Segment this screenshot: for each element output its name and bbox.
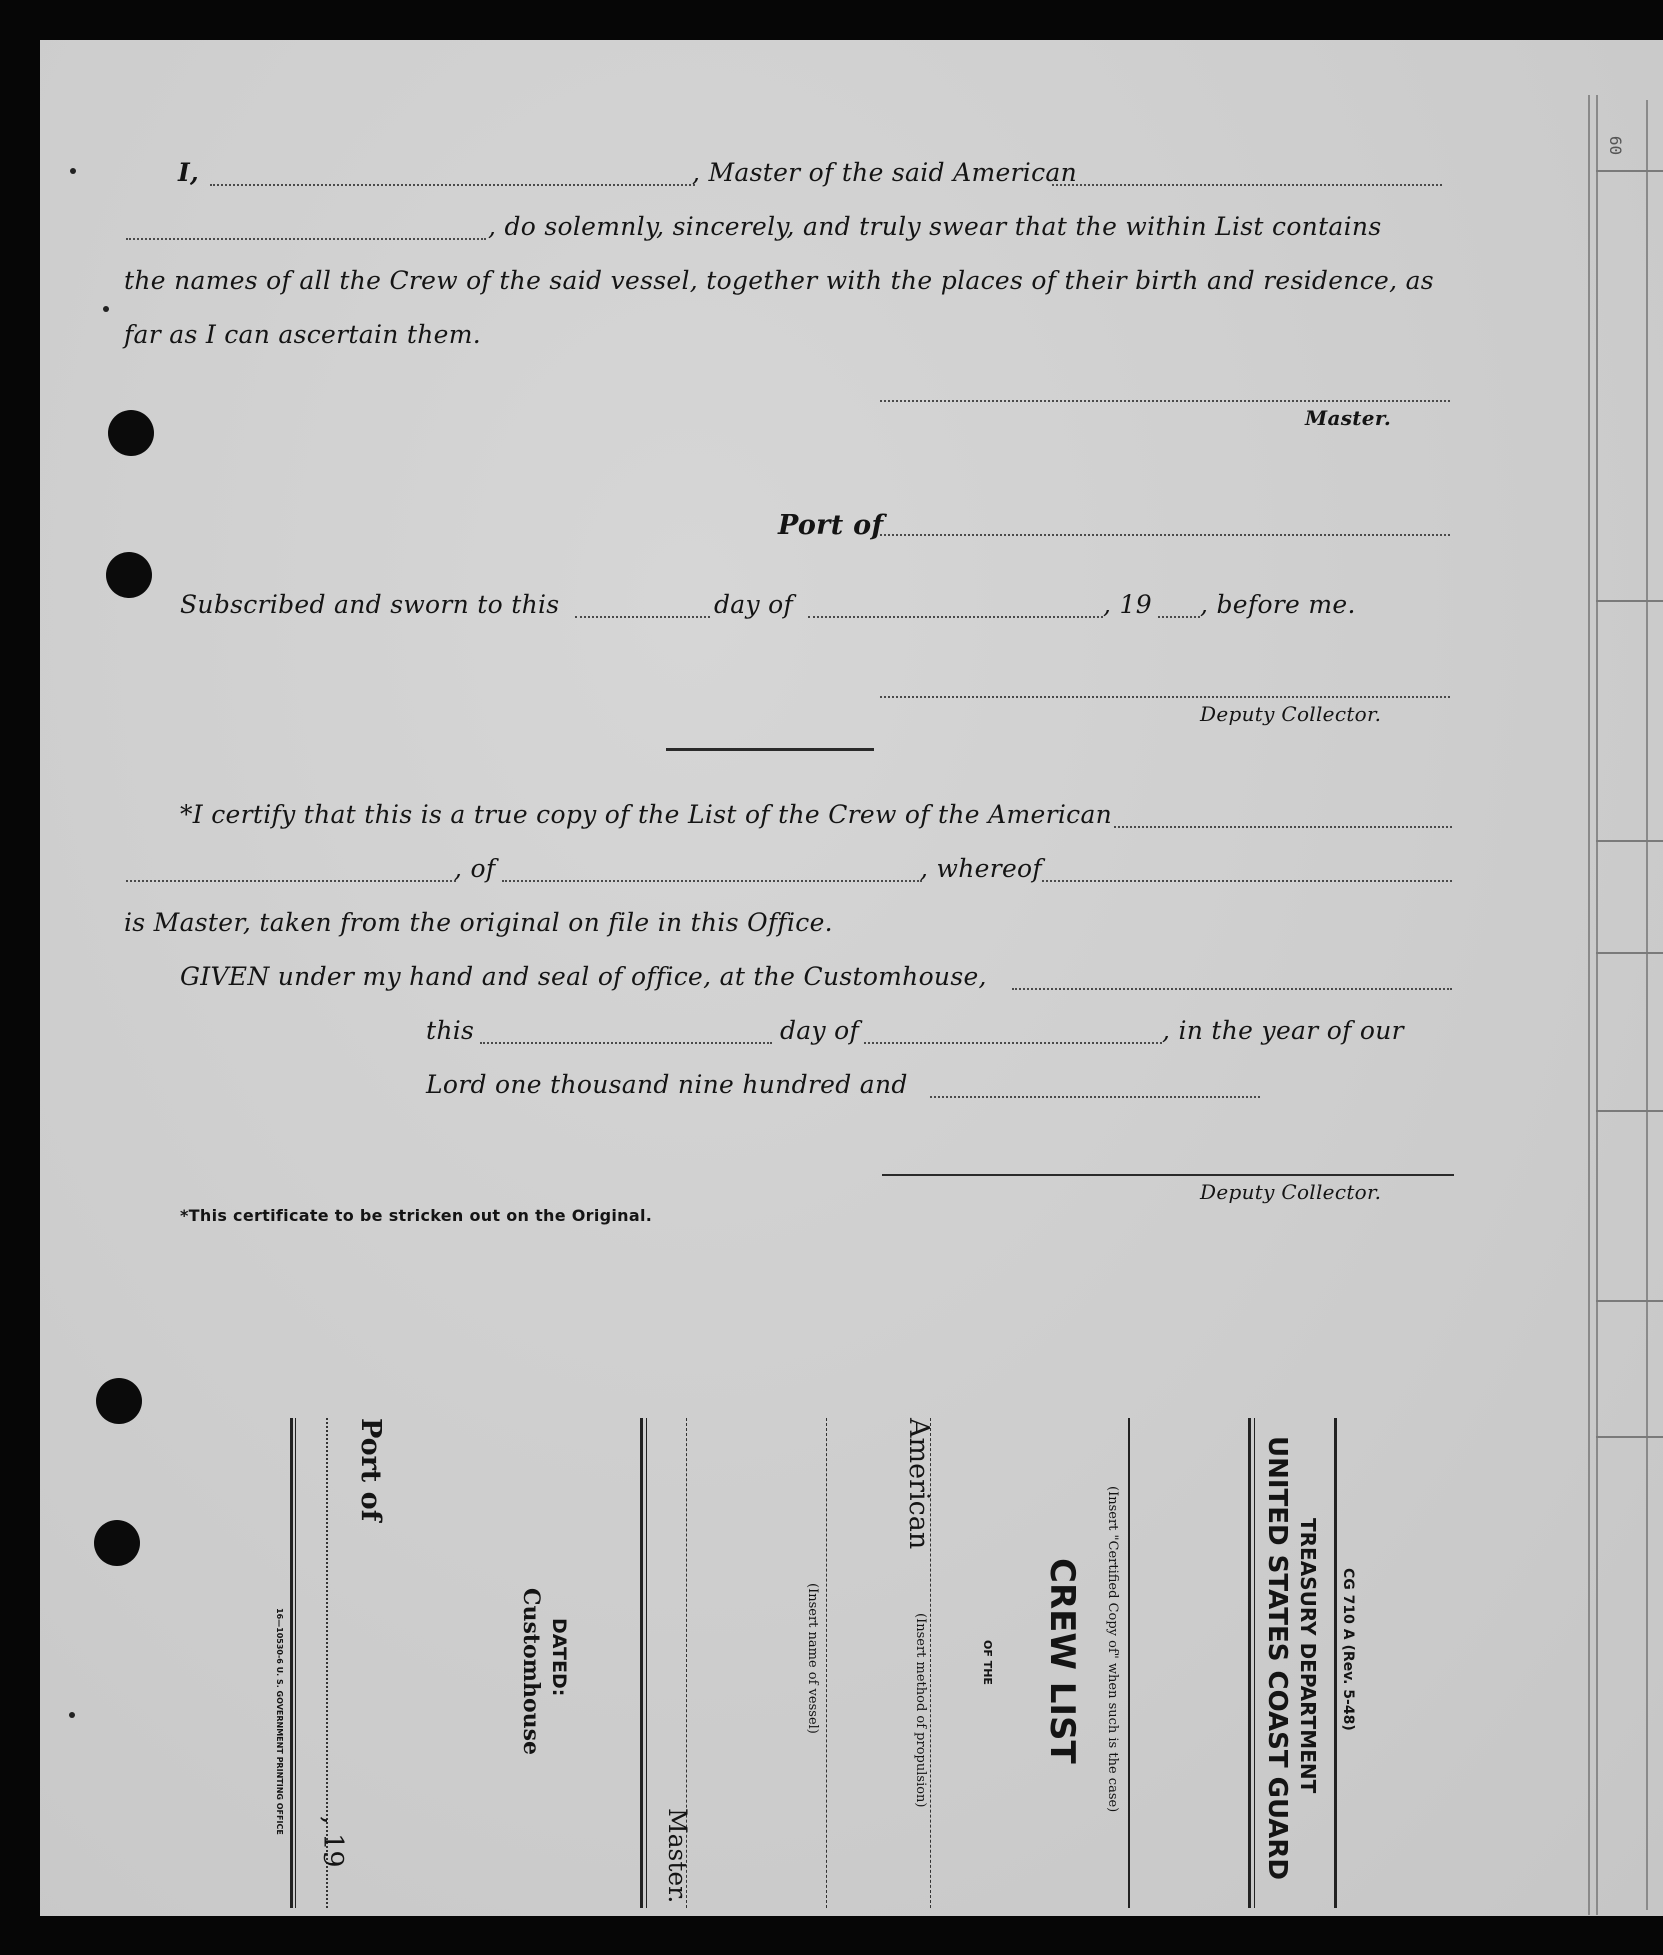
edge-row-line bbox=[1596, 600, 1663, 602]
customhouse-label: Customhouse bbox=[518, 1588, 544, 1756]
edge-row-line bbox=[1596, 170, 1663, 172]
certify-vessel-blank[interactable] bbox=[1114, 826, 1452, 828]
port-label: Port of bbox=[778, 510, 884, 541]
oath-line1-start: I, bbox=[178, 158, 199, 187]
subscribed-day-of: day of bbox=[714, 590, 794, 619]
form-number: CG 710 A (Rev. 5-48) bbox=[1340, 1568, 1356, 1731]
speck bbox=[69, 1712, 75, 1718]
panel-rule bbox=[1128, 1418, 1130, 1908]
department: TREASURY DEPARTMENT bbox=[1296, 1518, 1320, 1794]
edge-border bbox=[1588, 95, 1590, 1915]
speck bbox=[103, 306, 109, 312]
edge-row-line bbox=[1596, 1436, 1663, 1438]
dated-label: DATED: bbox=[548, 1618, 570, 1697]
edge-column bbox=[1646, 100, 1648, 1910]
subscribed-year-blank[interactable] bbox=[1158, 616, 1200, 618]
certify-month-blank[interactable] bbox=[864, 1042, 1162, 1044]
deputy-signature-line-1[interactable] bbox=[880, 696, 1450, 698]
certify-name-blank[interactable] bbox=[126, 880, 456, 882]
oath-line2: , do solemnly, sincerely, and truly swear that the within List contains bbox=[488, 212, 1382, 241]
certify-year-blank[interactable] bbox=[930, 1096, 1260, 1098]
master-label: Master. bbox=[1305, 406, 1392, 430]
edge-number: 60 bbox=[1606, 135, 1626, 156]
panel-rule bbox=[640, 1418, 643, 1908]
edge-row-line bbox=[1596, 952, 1663, 954]
certify-of-blank[interactable] bbox=[502, 880, 922, 882]
certify-given: GIVEN under my hand and seal of office, at the Customhouse, bbox=[180, 962, 987, 991]
subscribed-day-blank[interactable] bbox=[575, 616, 710, 618]
crew-list-title: CREW LIST bbox=[1042, 1558, 1082, 1764]
certify-of: , of bbox=[454, 854, 496, 883]
master-signature-line[interactable] bbox=[880, 400, 1450, 402]
panel-rule bbox=[646, 1418, 647, 1908]
deputy-collector-label-2: Deputy Collector. bbox=[1200, 1180, 1382, 1204]
vessel-type-blank[interactable] bbox=[1052, 184, 1442, 186]
subscribed-month-blank[interactable] bbox=[808, 616, 1103, 618]
back-cover-panel bbox=[275, 1418, 1380, 1908]
master-rotated: Master. bbox=[663, 1808, 692, 1904]
american-label: American bbox=[903, 1418, 934, 1550]
oath-line3: the names of all the Crew of the said vessel, together with the places of their birth and residence, as bbox=[124, 266, 1434, 295]
section-divider bbox=[666, 748, 874, 751]
edge-row-line bbox=[1596, 1300, 1663, 1302]
panel-rule bbox=[290, 1418, 293, 1908]
certify-day-blank[interactable] bbox=[480, 1042, 772, 1044]
certified-note: (Insert "Certified Copy of" when such is the case) bbox=[1105, 1486, 1120, 1813]
edge-row-line bbox=[1596, 840, 1663, 842]
panel-rule bbox=[826, 1418, 827, 1908]
oath-line1-mid: , Master of the said American bbox=[692, 158, 1077, 187]
punch-hole bbox=[106, 552, 152, 598]
vessel-note: (Insert name of vessel) bbox=[805, 1583, 820, 1734]
speck bbox=[70, 168, 76, 174]
panel-rule bbox=[1248, 1418, 1251, 1908]
footnote: *This certificate to be stricken out on the Original. bbox=[180, 1206, 653, 1225]
printer-line: 16—10530-6 U. S. GOVERNMENT PRINTING OFFICE bbox=[275, 1608, 284, 1835]
panel-rule bbox=[1334, 1418, 1337, 1908]
certify-lord: Lord one thousand nine hundred and bbox=[426, 1070, 908, 1099]
punch-hole bbox=[108, 410, 154, 456]
propulsion-note: (Insert method of propulsion) bbox=[913, 1613, 928, 1808]
certify-day-of: day of bbox=[780, 1016, 860, 1045]
subscribed-end: , before me. bbox=[1200, 590, 1356, 619]
panel-rule bbox=[1254, 1418, 1255, 1908]
agency: UNITED STATES COAST GUARD bbox=[1262, 1436, 1292, 1880]
subscribed-start: Subscribed and sworn to this bbox=[180, 590, 560, 619]
deputy-collector-label-1: Deputy Collector. bbox=[1200, 702, 1382, 726]
deputy-signature-line-2[interactable] bbox=[882, 1174, 1454, 1176]
subscribed-year: , 19 bbox=[1103, 590, 1152, 619]
certify-whereof-blank[interactable] bbox=[1042, 880, 1452, 882]
certify-whereof: , whereof bbox=[920, 854, 1042, 883]
certify-this: this bbox=[426, 1016, 475, 1045]
port-blank[interactable] bbox=[880, 534, 1450, 536]
document-page bbox=[40, 40, 1663, 1916]
edge-row-line bbox=[1596, 1110, 1663, 1112]
edge-border bbox=[1596, 95, 1598, 1915]
certify-line3: is Master, taken from the original on file in this Office. bbox=[124, 908, 833, 937]
customhouse-blank[interactable] bbox=[1012, 988, 1452, 990]
year-rotated: , 19 bbox=[317, 1816, 348, 1868]
oath-line4: far as I can ascertain them. bbox=[124, 320, 481, 349]
master-name-blank[interactable] bbox=[210, 184, 695, 186]
punch-hole bbox=[96, 1378, 142, 1424]
of-the: OF THE bbox=[981, 1640, 994, 1685]
panel-rule bbox=[295, 1418, 296, 1908]
port-of-rotated: Port of bbox=[355, 1418, 386, 1522]
certify-line1: *I certify that this is a true copy of the List of the Crew of the American bbox=[180, 800, 1113, 829]
certify-year-of-our: , in the year of our bbox=[1162, 1016, 1404, 1045]
punch-hole bbox=[94, 1520, 140, 1566]
vessel-name-blank[interactable] bbox=[126, 238, 486, 240]
